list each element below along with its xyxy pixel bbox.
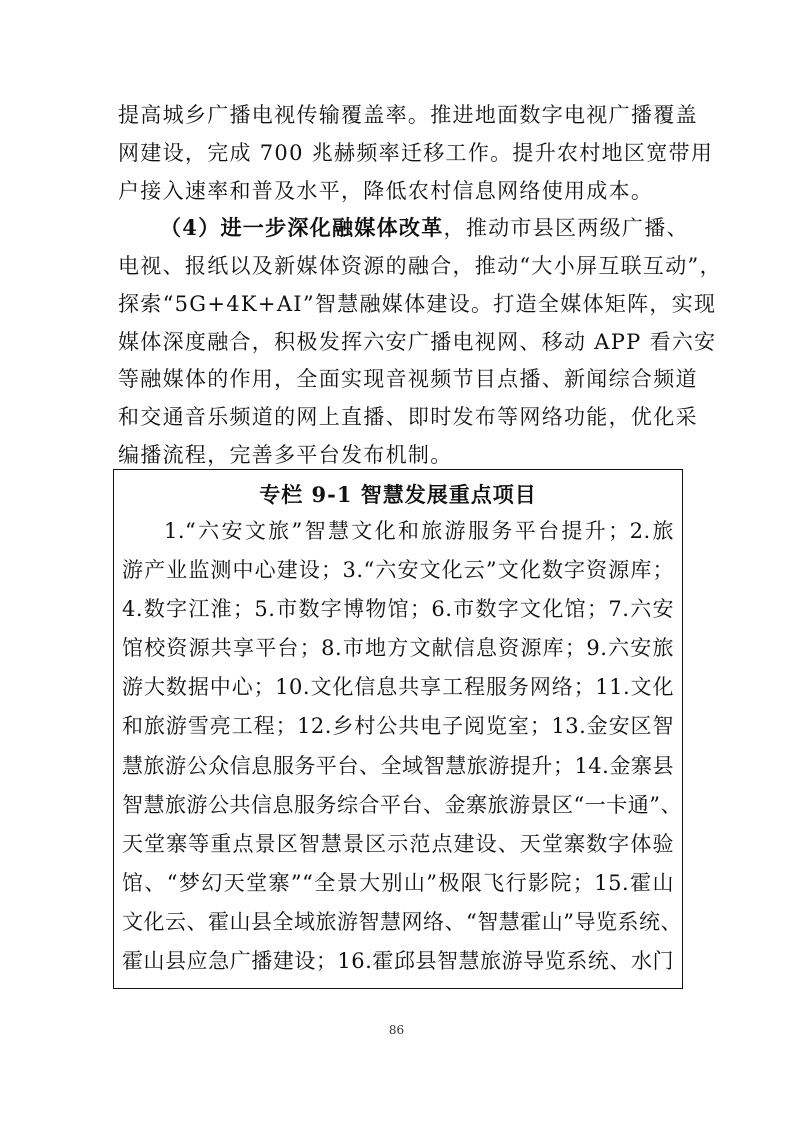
paragraph-line: 户接入速率和普及水平，降低农村信息网络使用成本。	[118, 179, 654, 203]
box-line: 智慧旅游公共信息服务综合平台、金寨旅游景区“一卡通”、	[122, 793, 682, 817]
box-title: 专栏 9-1 智慧发展重点项目	[259, 482, 537, 507]
box-line: 1.“六安文旅”智慧文化和旅游服务平台提升；2.旅	[164, 519, 674, 543]
paragraph-line: 提高城乡广播电视传输覆盖率。推进地面数字电视广播覆盖	[118, 103, 698, 127]
box-line: 天堂寨等重点景区智慧景区示范点建设、天堂寨数字体验	[122, 832, 674, 856]
paragraph-line: 电视、报纸以及新媒体资源的融合，推动“大小屏互联互动”，	[118, 254, 722, 278]
box-line: 和旅游雪亮工程；12.乡村公共电子阅览室；13.金安区智	[122, 714, 674, 738]
box-line: 游大数据中心；10.文化信息共享工程服务网络；11.文化	[122, 675, 674, 699]
paragraph-line: 和交通音乐频道的网上直播、即时发布等网络功能，优化采	[118, 405, 698, 429]
page-number: 86	[388, 1023, 405, 1037]
box-line: 4.数字江淮；5.市数字博物馆；6.市数字文化馆；7.六安	[122, 597, 674, 621]
box-line: 馆校资源共享平台；8.市地方文献信息资源库；9.六安旅	[122, 636, 674, 660]
paragraph-first-line	[160, 213, 689, 243]
box-line: 霍山县应急广播建设；16.霍邱县智慧旅游导览系统、水门	[122, 949, 674, 973]
section-heading: （4）进一步深化融媒体改革	[160, 215, 444, 240]
box-line: 慧旅游公众信息服务平台、全域智慧旅游提升；14.金寨县	[122, 754, 674, 778]
paragraph-line: 探索“5G+4K+AI”智慧融媒体建设。打造全媒体矩阵，实现	[118, 292, 717, 316]
paragraph-line: 等融媒体的作用，全面实现音视频节目点播、新闻综合频道	[118, 367, 698, 391]
paragraph-line: 网建设，完成 700 兆赫频率迁移工作。提升农村地区宽带用	[118, 141, 714, 165]
project-column-box	[113, 469, 683, 989]
box-line: 游产业监测中心建设；3.“六安文化云”文化数字资源库；	[122, 558, 674, 582]
box-line: 馆、“梦幻天堂寨”“全景大别山”极限飞行影院；15.霍山	[122, 871, 674, 895]
box-line: 文化云、霍山县全域旅游智慧网络、“智慧霍山”导览系统、	[122, 910, 682, 934]
paragraph-line: 编播流程，完善多平台发布机制。	[118, 443, 453, 467]
paragraph-text: ，推动市县区两级广播、	[443, 216, 689, 240]
paragraph-line: 媒体深度融合，积极发挥六安广播电视网、移动 APP 看六安	[118, 330, 717, 354]
